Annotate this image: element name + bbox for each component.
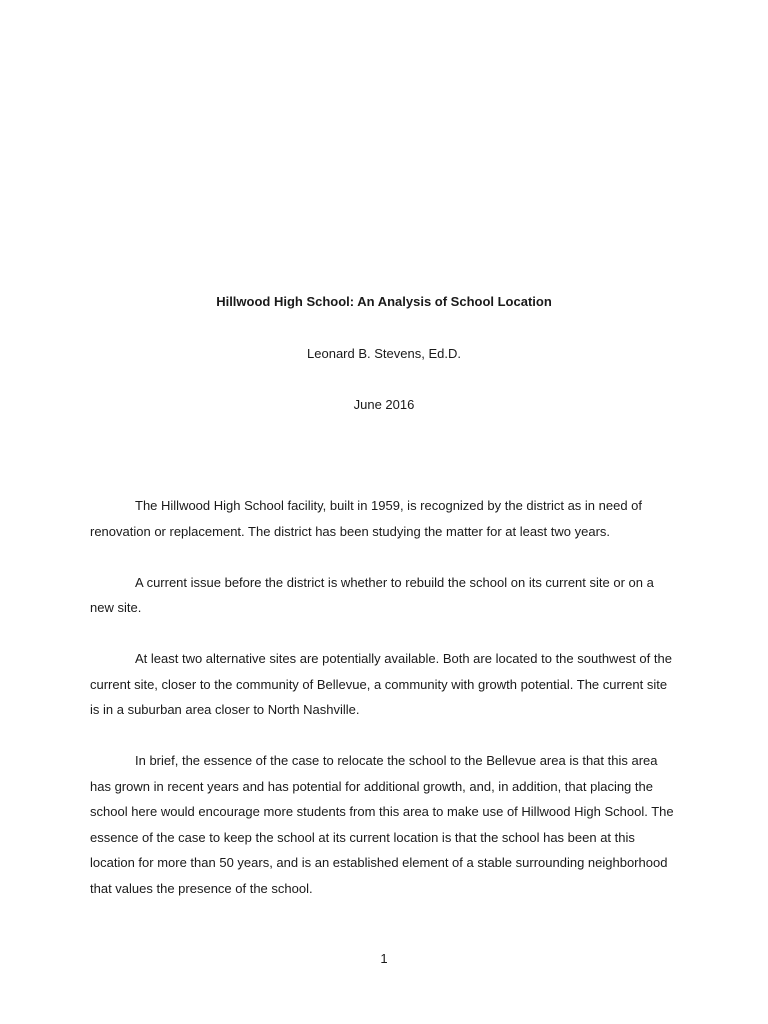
author-name: Leonard B. Stevens, Ed.D.: [307, 346, 461, 361]
paragraph-3: At least two alternative sites are potentially available. Both are located to the southwest of the current site, closer to the community of Bellevue, a community with growth potential. The current site is in a suburban area closer to North Nashville.: [90, 651, 672, 717]
page-number: 1: [380, 951, 388, 966]
publication-date: June 2016: [353, 397, 415, 412]
paragraph-2: A current issue before the district is whether to rebuild the school on its current site or on a new site.: [90, 574, 654, 615]
paragraph-1: The Hillwood High School facility, built in 1959, is recognized by the district as in need of renovation or replacement. The district has been studying the matter for at least two years.: [90, 498, 643, 539]
document-body: [90, 493, 680, 927]
paragraph-4: In brief, the essence of the case to relocate the school to the Bellevue area is that this area has grown in recent years and has potential for additional growth, and, in addition, that placing the school here would encourage more students from this area to make use of Hillwood High School. The essence of the case to keep the school at its current location is that the school has been at this location for more than 50 years, and is an established element of a stable surrounding neighborhood that values the presence of the school.: [90, 753, 674, 896]
document-title: Hillwood High School: An Analysis of School Location: [216, 294, 552, 309]
